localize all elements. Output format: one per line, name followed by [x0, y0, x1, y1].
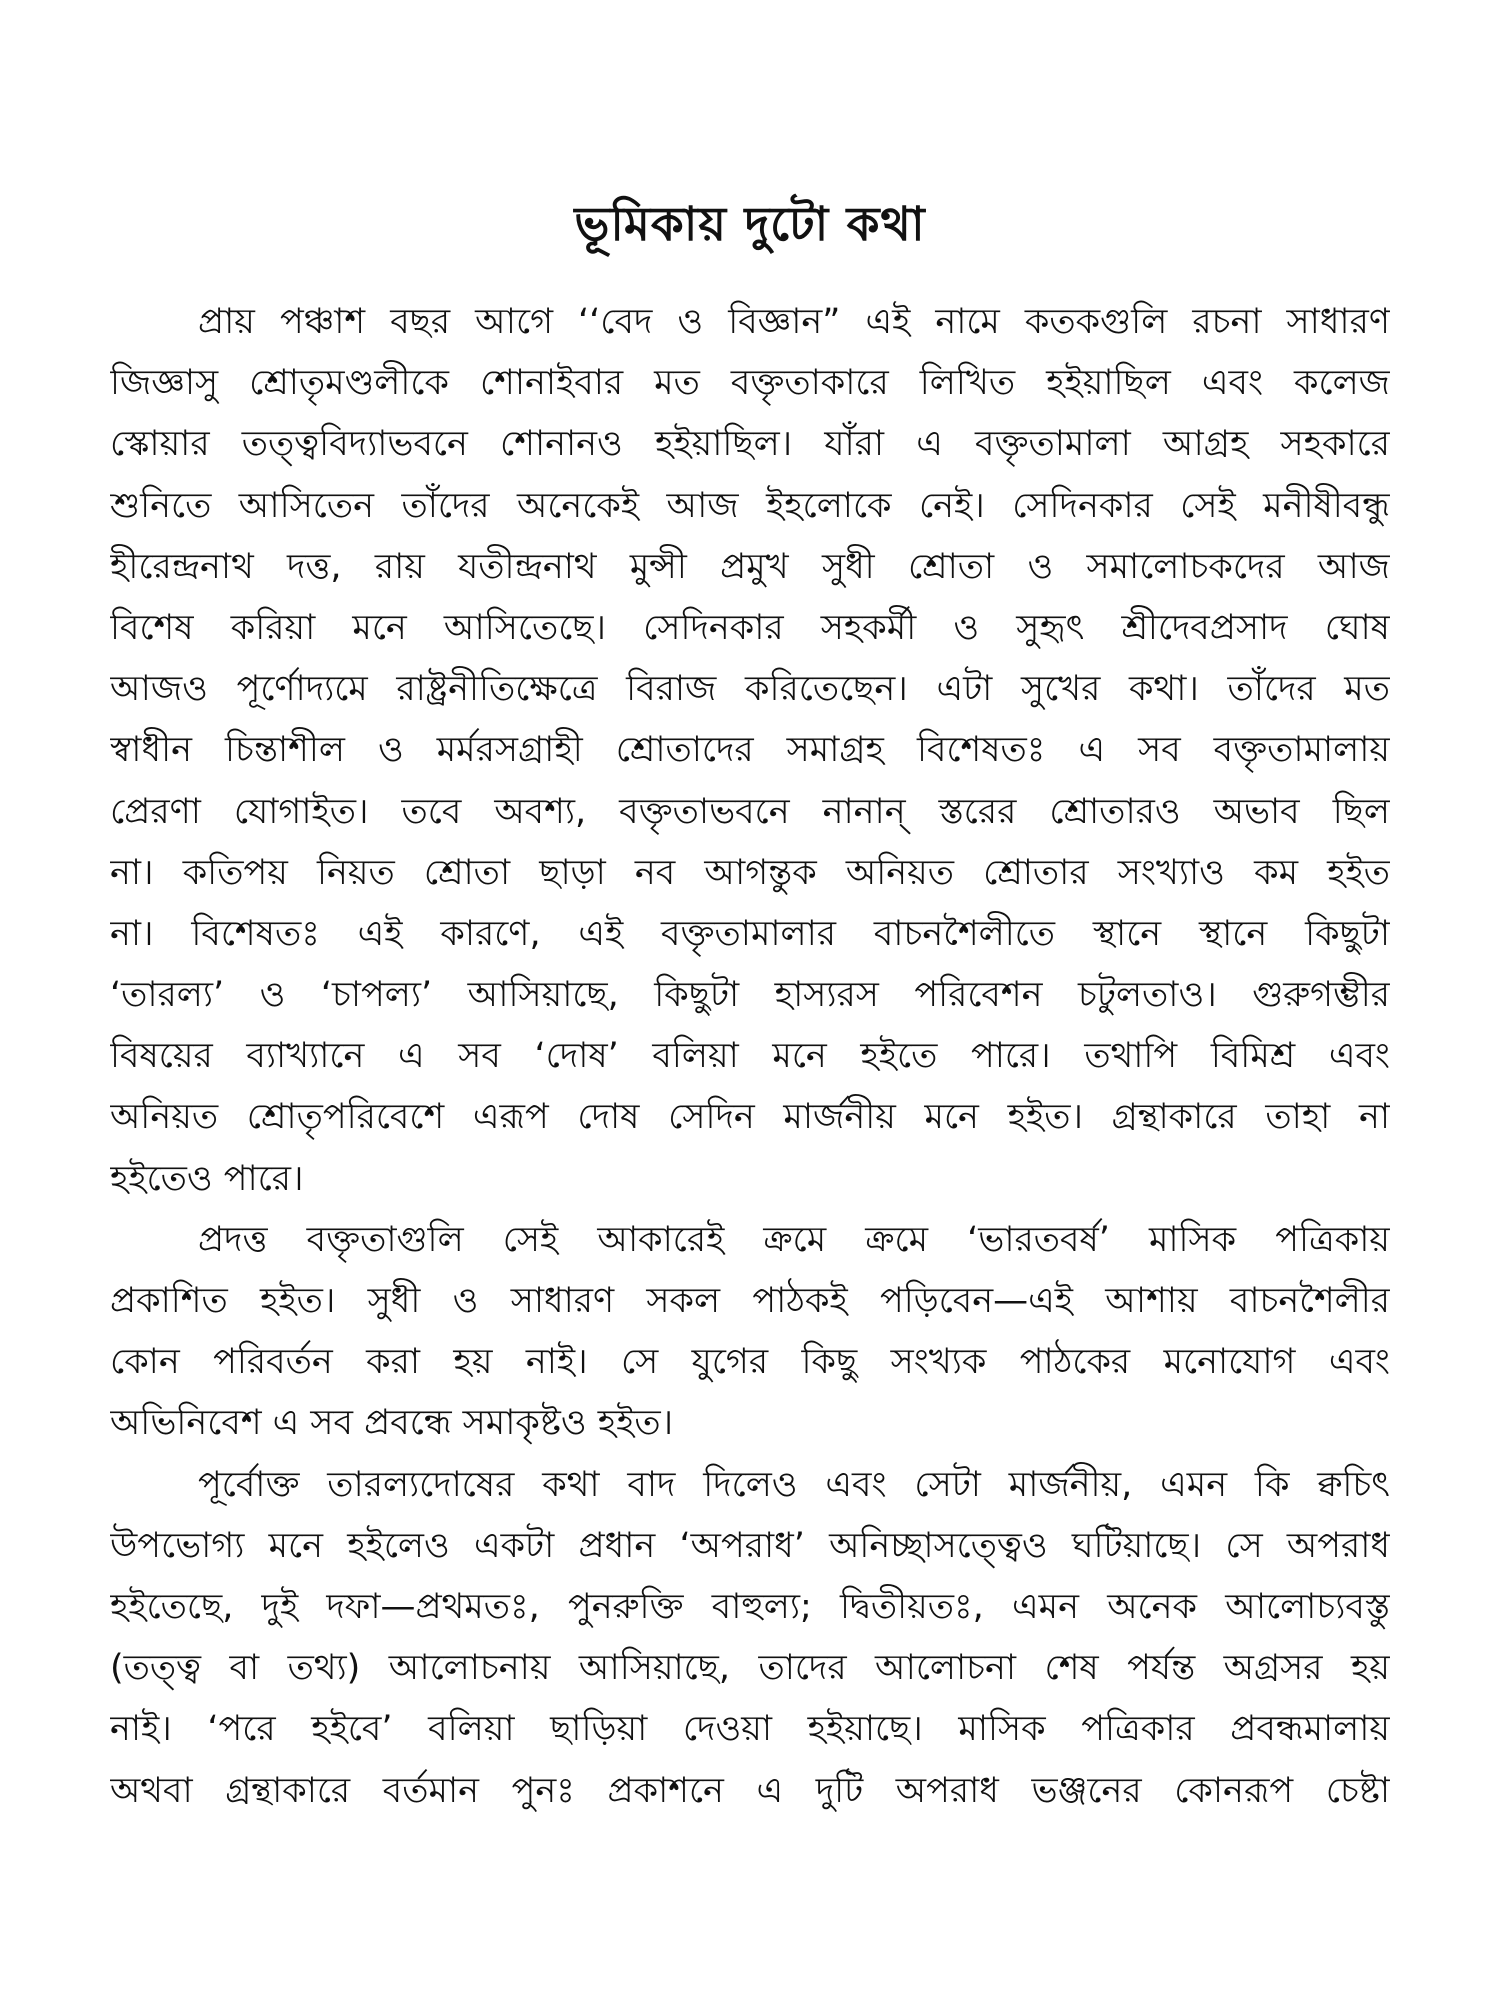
text-line: নাই। ‘পরে হইবে’ বলিয়া ছাড়িয়া দেওয়া হইয়াছে। মাসিক পত্রিকার প্রবন্ধমালায়: [110, 1709, 1390, 1750]
text-line: অনিয়ত শ্রোতৃপরিবেশে এরূপ দোষ সেদিন মার্জনীয় মনে হইত। গ্রন্থাকারে তাহা না: [110, 1097, 1390, 1138]
paragraph-3: [110, 1455, 1390, 1822]
text-line: ‘তারল্য’ ও ‘চাপল্য’ আসিয়াছে, কিছুটা হাস্যরস পরিবেশন চটুলতাও। গুরুগম্ভীর: [110, 975, 1390, 1016]
text-line: আজও পূর্ণোদ্যমে রাষ্ট্রনীতিক্ষেত্রে বিরাজ করিতেছেন। এটা সুখের কথা। তাঁদের মত: [110, 669, 1390, 710]
text-line: স্বাধীন চিন্তাশীল ও মর্মরসগ্রাহী শ্রোতাদের সমাগ্রহ বিশেষতঃ এ সব বক্তৃতামালায়: [110, 730, 1390, 771]
text-line: না। কতিপয় নিয়ত শ্রোতা ছাড়া নব আগন্তুক অনিয়ত শ্রোতার সংখ্যাও কম হইত: [110, 852, 1390, 893]
paragraph-1: [110, 292, 1390, 1210]
text-line: উপভোগ্য মনে হইলেও একটা প্রধান ‘অপরাধ’ অনিচ্ছাসত্ত্বেও ঘটিয়াছে। সে অপরাধ: [110, 1525, 1390, 1566]
paragraph-2: [110, 1210, 1390, 1455]
text-line: হইতেছে, দুই দফা—প্রথমতঃ, পুনরুক্তি বাহুল্য; দ্বিতীয়তঃ, এমন অনেক আলোচ্যবস্তু: [110, 1586, 1390, 1627]
document-body: [110, 292, 1390, 1822]
text-line: অভিনিবেশ এ সব প্রবন্ধে সমাকৃষ্টও হইত।: [110, 1403, 674, 1444]
text-line: স্কোয়ার তত্ত্ববিদ্যাভবনে শোনানও হইয়াছিল। যাঁরা এ বক্তৃতামালা আগ্রহ সহকারে: [110, 424, 1390, 465]
text-line: হীরেন্দ্রনাথ দত্ত, রায় যতীন্দ্রনাথ মুন্সী প্রমুখ সুধী শ্রোতা ও সমালোচকদের আজ: [110, 546, 1390, 587]
text-line: হইতেও পারে।: [110, 1158, 304, 1199]
text-line: প্রকাশিত হইত। সুধী ও সাধারণ সকল পাঠকই পড়িবেন—এই আশায় বাচনশৈলীর: [110, 1281, 1390, 1321]
text-line: জিজ্ঞাসু শ্রোতৃমণ্ডলীকে শোনাইবার মত বক্তৃতাকারে লিখিত হইয়াছিল এবং কলেজ: [110, 363, 1390, 404]
page-title: ভূমিকায় দুটো কথা: [574, 197, 926, 253]
text-line: বিষয়ের ব্যাখ্যানে এ সব ‘দোষ’ বলিয়া মনে হইতে পারে। তথাপি বিমিশ্র এবং: [110, 1036, 1390, 1077]
text-line: শুনিতে আসিতেন তাঁদের অনেকেই আজ ইহলোকে নেই। সেদিনকার সেই মনীষীবন্ধু: [110, 485, 1390, 526]
text-line: না। বিশেষতঃ এই কারণে, এই বক্তৃতামালার বাচনশৈলীতে স্থানে স্থানে কিছুটা: [110, 913, 1390, 954]
text-line: পূর্বোক্ত তারল্যদোষের কথা বাদ দিলেও এবং সেটা মার্জনীয়, এমন কি ক্বচিৎ: [198, 1464, 1390, 1505]
text-line: কোন পরিবর্তন করা হয় নাই। সে যুগের কিছু সংখ্যক পাঠকের মনোযোগ এবং: [110, 1342, 1390, 1383]
text-line: প্রায় পঞ্চাশ বছর আগে ‘‘বেদ ও বিজ্ঞান” এই নামে কতকগুলি রচনা সাধারণ: [198, 302, 1390, 342]
text-line: প্রদত্ত বক্তৃতাগুলি সেই আকারেই ক্রমে ক্রমে ‘ভারতবর্ষ’ মাসিক পত্রিকায়: [198, 1219, 1390, 1260]
text-line: বিশেষ করিয়া মনে আসিতেছে। সেদিনকার সহকর্মী ও সুহৃৎ শ্রীদেবপ্রসাদ ঘোষ: [110, 607, 1390, 648]
text-line: প্রেরণা যোগাইত। তবে অবশ্য, বক্তৃতাভবনে নানান্ স্তরের শ্রোতারও অভাব ছিল: [110, 791, 1390, 832]
text-line: (তত্ত্ব বা তথ্য) আলোচনায় আসিয়াছে, তাদের আলোচনা শেষ পর্যন্ত অগ্রসর হয়: [110, 1648, 1390, 1689]
text-line: অথবা গ্রন্থাকারে বর্তমান পুনঃ প্রকাশনে এ দুটি অপরাধ ভঞ্জনের কোনরূপ চেষ্টা: [110, 1770, 1390, 1811]
